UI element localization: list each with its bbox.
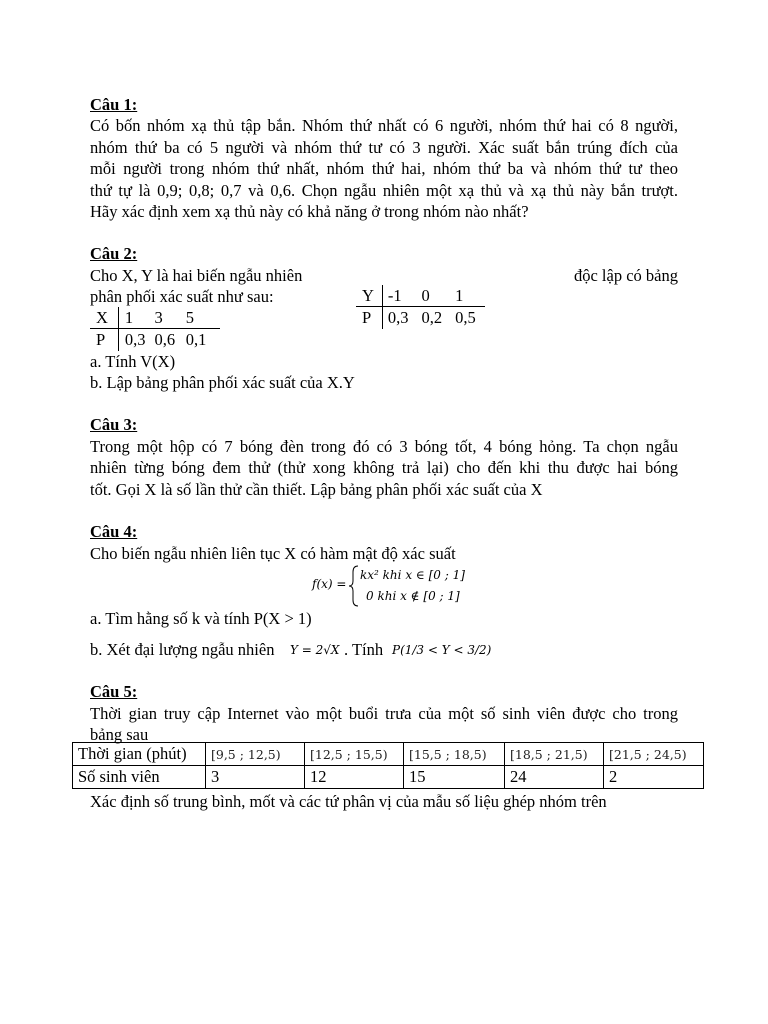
y-prob: 0,5 (455, 308, 476, 328)
formula-lhs: f(x) = (312, 576, 347, 591)
interval-cell (505, 743, 604, 766)
q5-line: Thời gian truy cập Internet vào một buổi trưa của một số sinh viên được cho trong (90, 703, 678, 723)
y-value: 0 (415, 285, 449, 307)
count-cell: 15 (404, 766, 505, 789)
count-cell: 2 (604, 766, 704, 789)
q2-intro-text: phân phối xác suất như sau: (90, 286, 274, 306)
x-prob: 0,1 (185, 330, 207, 350)
q2-intro-line2 (90, 285, 678, 328)
interval-cell (604, 743, 704, 766)
q2-intro-line (90, 265, 678, 286)
y-var-label: Y (356, 285, 382, 307)
row-label-time: Thời gian (phút) (73, 743, 206, 766)
q2-part-a: a. Tính V(X) (90, 351, 176, 371)
q1-line: nhóm thứ ba có 5 người và nhóm thứ tư có 3 người. Xác suất bắn trúng đích của (90, 137, 678, 157)
q5-line: bảng sau (90, 725, 149, 745)
interval-value: [12,5 ; 15,5) (310, 747, 388, 762)
y-value: -1 (382, 285, 414, 307)
q1-line: mỗi người trong nhóm thứ nhất, nhóm thứ hai, nhóm thứ ba và nhóm thứ tư theo (90, 159, 678, 179)
left-brace-icon (348, 564, 360, 608)
q4-y-expression: Y = 2√X (290, 643, 340, 658)
q4-tinh-text: . Tính (344, 640, 384, 660)
q4-heading: Câu 4: (90, 522, 138, 542)
table-row (73, 743, 704, 766)
document-body (90, 94, 678, 746)
y-distribution-table (356, 285, 485, 329)
q4-part-b-text: b. Xét đại lượng ngẫu nhiên (90, 640, 275, 660)
interval-cell (206, 743, 305, 766)
x-p-label: P (90, 329, 118, 351)
q1-heading: Câu 1: (90, 95, 138, 114)
q1-text (90, 115, 678, 222)
q3-line: tốt. Gọi X là số lần thử cần thiết. Lập bảng phân phối xác suất của X (90, 479, 543, 499)
q2-heading: Câu 2: (90, 244, 138, 264)
interval-cell (305, 743, 404, 766)
q4-part-b (90, 629, 678, 671)
density-formula (90, 564, 678, 608)
formula-case-1: kx² khi x ∈ [0 ; 1] (360, 567, 465, 582)
x-distribution-table (90, 307, 220, 351)
x-value: 3 (152, 307, 183, 329)
q1-line: Có bốn nhóm xạ thủ tập bắn. Nhóm thứ nhất có 6 người, nhóm thứ hai có 8 người, (90, 116, 678, 136)
x-prob: 0,3 (124, 330, 146, 350)
q4-intro: Cho biến ngẫu nhiên liên tục X có hàm mật độ xác suất (90, 543, 456, 563)
interval-value: [21,5 ; 24,5) (609, 747, 687, 762)
q3-line: Trong một hộp có 7 bóng đèn trong đó có 3 bóng tốt, 4 bóng hỏng. Ta chọn ngẫu (90, 436, 678, 456)
y-value: 1 (448, 285, 485, 307)
table-row (73, 766, 704, 789)
q2-part-b: b. Lập bảng phân phối xác suất của X.Y (90, 373, 355, 393)
x-value: 5 (183, 307, 220, 329)
q5-heading: Câu 5: (90, 682, 138, 702)
x-value: 1 (118, 307, 151, 329)
q1-line: Hãy xác định xem xạ thủ này có khả năng ở trong nhóm nào nhất? (90, 202, 529, 222)
q3-line: nhiên từng bóng đem thử (thử xong không trả lại) cho đến khi thu được hai bóng (90, 458, 678, 478)
interval-value: [18,5 ; 21,5) (510, 747, 588, 762)
q5-footer: Xác định số trung bình, mốt và các tứ phân vị của mẫu số liệu ghép nhóm trên (90, 792, 607, 811)
count-cell: 3 (206, 766, 305, 789)
interval-value: [15,5 ; 18,5) (409, 747, 487, 762)
count-cell: 12 (305, 766, 404, 789)
q4-part-a: a. Tìm hằng số k và tính P(X > 1) (90, 608, 312, 628)
y-prob: 0,3 (387, 308, 409, 328)
q3-heading: Câu 3: (90, 415, 138, 435)
y-p-label: P (356, 307, 382, 329)
row-label-students: Số sinh viên (73, 766, 206, 789)
count-cell: 24 (505, 766, 604, 789)
y-prob: 0,2 (421, 308, 443, 328)
formula-case-2: 0 khi x ∉ [0 ; 1] (366, 588, 460, 603)
q1-line: thứ tự là 0,9; 0,8; 0,7 và 0,6. Chọn ngẫu nhiên một xạ thủ và xạ thủ này bắn trượt. (90, 180, 678, 200)
x-prob: 0,6 (154, 330, 176, 350)
q4-probability-expression: P(1/3 < Y < 3/2) (392, 643, 492, 658)
frequency-table (72, 742, 704, 789)
q2-intro-left: Cho X, Y là hai biến ngẫu nhiên (90, 265, 303, 285)
q2-intro-right: độc lập có bảng (573, 265, 678, 285)
x-var-label: X (90, 307, 118, 329)
interval-cell (404, 743, 505, 766)
interval-value: [9,5 ; 12,5) (211, 747, 281, 762)
